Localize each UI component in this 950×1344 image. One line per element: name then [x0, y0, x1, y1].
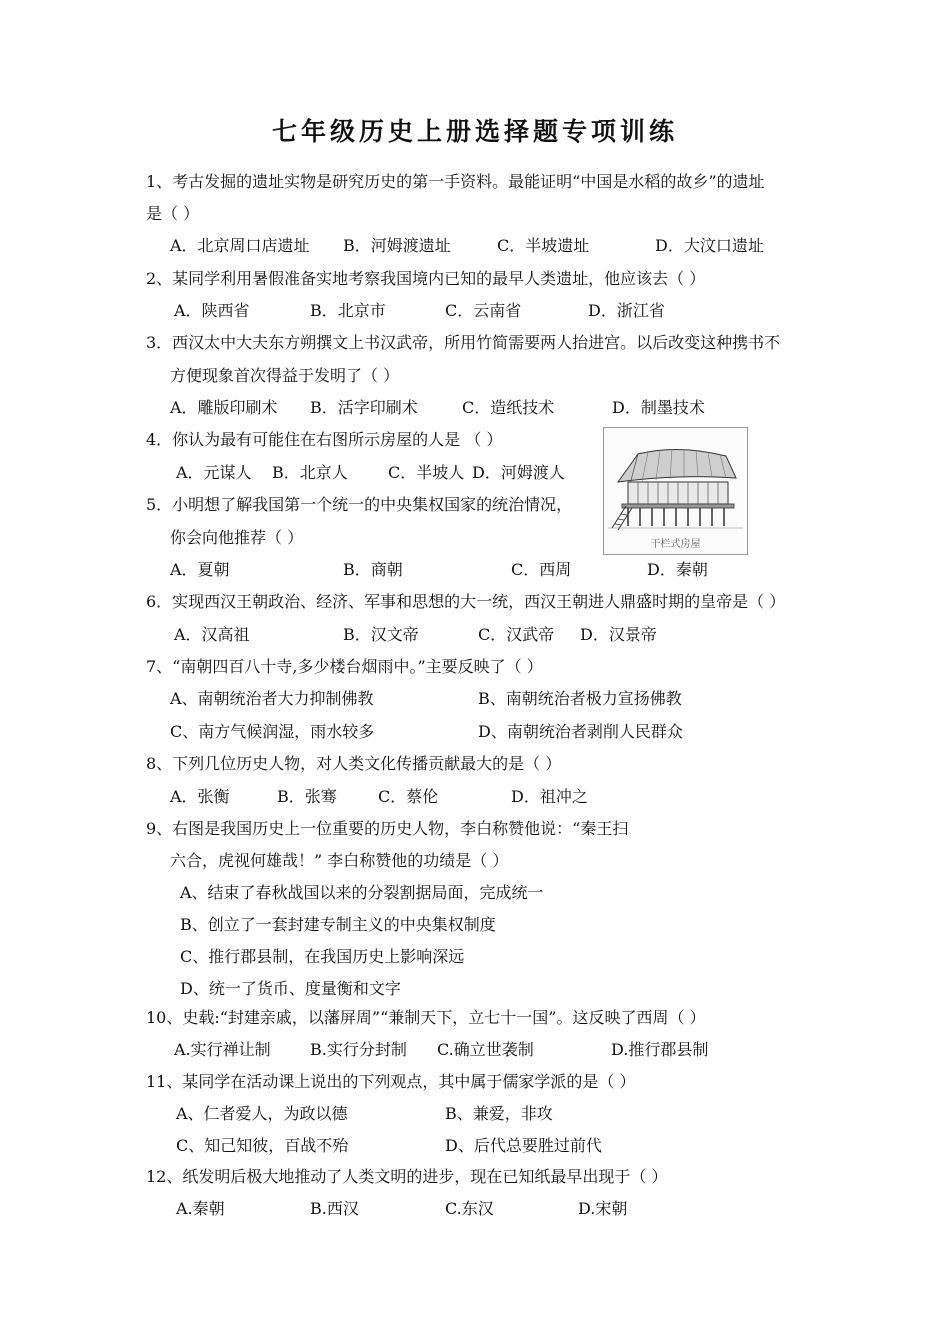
question-6-text: 6．实现西汉王朝政治、经济、军事和思想的大一统，西汉王朝进人鼎盛时期的皇帝是（ ）	[146, 592, 786, 611]
question-1-option-b: B．河姆渡遗址	[343, 236, 451, 255]
question-5-option-a: A．夏朝	[170, 560, 230, 579]
question-12-text: 12、纸发明后极大地推动了人类文明的进步，现在已知纸最早出现于（ ）	[146, 1167, 668, 1186]
question-7-option-c: C、南方气候润湿，雨水较多	[170, 722, 375, 741]
question-12-option-d: D.宋朝	[578, 1199, 628, 1218]
page-title: 七年级历史上册选择题专项训练	[271, 117, 678, 146]
question-9-option-b: B、创立了一套封建专制主义的中央集权制度	[180, 915, 496, 934]
question-3-text: 3．西汉太中大夫东方朔撰文上书汉武帝，所用竹简需要两人抬进宫。以后改变这种携书不	[146, 333, 781, 352]
question-6-option-a: A．汉高祖	[174, 625, 250, 644]
question-8-option-c: C．蔡伦	[378, 787, 439, 806]
question-6-option-d: D．汉景帝	[580, 625, 657, 644]
question-9-text-cont: 六合，虎视何雄哉！” 李白称赞他的功绩是（ ）	[170, 851, 509, 870]
question-1-option-d: D．大汶口遗址	[655, 236, 764, 255]
question-3-option-a: A．雕版印刷术	[170, 398, 278, 417]
question-6-option-c: C．汉武帝	[478, 625, 555, 644]
question-3-option-d: D．制墨技术	[612, 398, 705, 417]
question-4-option-d: D．河姆渡人	[472, 463, 565, 482]
question-5-option-c: C．西周	[511, 560, 572, 579]
question-7-text: 7、“南朝四百八十寺,多少楼台烟雨中。”主要反映了（ ）	[146, 657, 543, 676]
question-4-text: 4．你认为最有可能住在右图所示房屋的人是 （ ）	[146, 430, 503, 449]
question-10-option-d: D.推行郡县制	[611, 1040, 709, 1059]
question-8-option-b: B．张骞	[277, 787, 337, 806]
question-1-text-cont: 是（ ）	[146, 204, 200, 223]
question-12-option-a: A.秦朝	[176, 1199, 225, 1218]
question-3-text-cont: 方便现象首次得益于发明了（ ）	[170, 366, 400, 385]
question-5-option-b: B．商朝	[343, 560, 403, 579]
stilt-house-illustration	[608, 434, 743, 534]
question-11-option-d: D、后代总要胜过前代	[445, 1136, 602, 1155]
question-1-text: 1、考古发掘的遗址实物是研究历史的第一手资料。最能证明“中国是水稻的故乡”的遗址	[146, 172, 765, 191]
question-11-option-c: C、知己知彼，百战不殆	[176, 1136, 349, 1155]
question-2-option-c: C．云南省	[445, 301, 522, 320]
question-2-text: 2、某同学利用暑假准备实地考察我国境内已知的最早人类遗址，他应该去（ ）	[146, 269, 706, 288]
question-10-option-a: A.实行禅让制	[174, 1040, 271, 1059]
question-3-option-b: B．活字印刷术	[310, 398, 418, 417]
question-10-option-c: C.确立世袭制	[437, 1040, 534, 1059]
question-9-option-c: C、推行郡县制，在我国历史上影响深远	[180, 947, 465, 966]
question-4-option-b: B．北京人	[272, 463, 348, 482]
question-9-option-a: A、结束了春秋战国以来的分裂割据局面，完成统一	[180, 883, 544, 902]
question-7-option-d: D、南朝统治者剥削人民群众	[478, 722, 683, 741]
question-12-option-b: B.西汉	[310, 1199, 359, 1218]
question-8-option-d: D．祖冲之	[511, 787, 588, 806]
question-5-text-cont: 你会向他推荐（ ）	[170, 528, 304, 547]
question-12-option-c: C.东汉	[445, 1199, 494, 1218]
question-6-option-b: B．汉文帝	[343, 625, 419, 644]
question-8-option-a: A．张衡	[170, 787, 230, 806]
figure-caption: 干栏式房屋	[650, 539, 701, 550]
question-5-text: 5．小明想了解我国第一个统一的中央集权国家的统治情况，	[146, 495, 573, 514]
question-4-option-a: A．元谋人	[176, 463, 252, 482]
question-11-text: 11、某同学在活动课上说出的下列观点，其中属于儒家学派的是（ ）	[146, 1072, 636, 1091]
question-11-option-a: A、仁者爱人，为政以德	[176, 1104, 348, 1123]
question-5-option-d: D．秦朝	[647, 560, 708, 579]
question-10-text: 10、史载:“封建亲戚，以藩屏周”“兼制天下，立七十一国”。这反映了西周（ ）	[146, 1008, 706, 1027]
question-10-option-b: B.实行分封制	[310, 1040, 407, 1059]
question-2-option-a: A．陕西省	[174, 301, 250, 320]
question-11-option-b: B、兼爱，非攻	[445, 1104, 553, 1123]
question-7-option-b: B、南朝统治者极力宣扬佛教	[478, 689, 682, 708]
stilt-house-figure	[603, 427, 748, 555]
question-9-text: 9、右图是我国历史上一位重要的历史人物，李白称赞他说：“秦王扫	[146, 819, 629, 838]
question-3-option-c: C．造纸技术	[462, 398, 555, 417]
question-2-option-b: B．北京市	[310, 301, 386, 320]
question-2-option-d: D．浙江省	[588, 301, 665, 320]
question-7-option-a: A、南朝统治者大力抑制佛教	[170, 689, 374, 708]
question-4-option-c: C．半坡人	[388, 463, 465, 482]
question-1-option-a: A．北京周口店遗址	[170, 236, 310, 255]
question-1-option-c: C．半坡遗址	[497, 236, 590, 255]
question-9-option-d: D、统一了货币、度量衡和文字	[180, 979, 401, 998]
question-8-text: 8、下列几位历史人物，对人类文化传播贡献最大的是（ ）	[146, 754, 562, 773]
